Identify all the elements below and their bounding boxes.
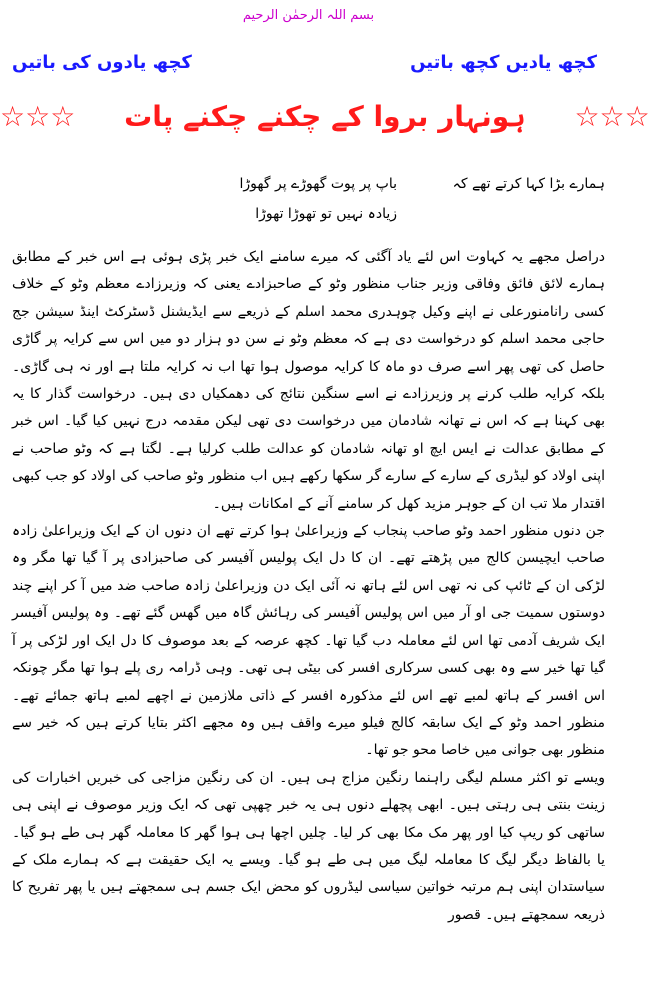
paragraph: جن دنوں منظور احمد وٹو صاحب پنجاب کے وزیراعلیٰ ہوا کرتے تھے ان دنوں ان کے ایک وزیراعلیٰ زادہ صاحب ایچیسن کالج میں پڑھتے تھے۔ ان کا دل ایک پولیس آفیسر کی صاحبزادی پر آ گیا تھا مگر وہ لڑکی ان کے ٹائپ کی نہ تھی اس لئے ہاتھ نہ آئی ایک دن وزیراعلیٰ زادہ صاحب ضد میں آ کر اپنے چند دوستوں سمیت جی او آر میں اس پولیس آفیسر کی رہائش گاہ میں گھس گئے تھے۔ وہ پولیس آفیسر ایک شریف آدمی تھا اس لئے معاملہ دب گیا تھا۔ کچھ عرصہ کے بعد موصوف کا دل ایک اور لڑکی پر آ گیا تھا خیر سے وہ بھی کسی سرکاری افسر کی بیٹی ہی تھی۔ وہی ڈرامہ ری پلے ہوا تھا مگر چونکہ اس افسر کے ہاتھ لمبے تھے اس لئے مذکورہ افسر کے ذاتی ملازمین نے اچھے لمبے ہاتھ جمائے تھے۔ منظور احمد وٹو کے ایک سابقہ کالج فیلو میرے واقف ہیں وہ مجھے اکثر بتایا کرتے ہیں کہ خیر سے منظور بھی جوانی میں خاصا محو جو تھا۔: [12, 523, 605, 759]
article-title-row: [0, 100, 650, 133]
stars-icon: ☆☆☆: [0, 100, 76, 133]
paragraph: ویسے تو اکثر مسلم لیگی راہنما رنگین مزاج ہی ہیں۔ ان کی رنگین مزاجی کی خبریں اخبارات کی زینت بنتی ہی رہتی ہیں۔ ابھی پچھلے دنوں ہی یہ خبر چھپی تھی کہ ایک وزیر موصوف نے اپنی ہی ساتھی کو ریپ کیا اور پھر مک مکا بھی کر لیا۔ چلیں اچھا ہی ہوا گھر کا معاملہ گھر ہی طے ہو گیا۔ یا بالفاظ دیگر لیگ کا معاملہ لیگ میں ہی طے ہو گیا۔ ویسے یہ ایک حقیقت ہے کہ ہمارے ملک کے سیاستدان اپنی ہم مرتبہ خواتین سیاسی لیڈروں کو محض ایک جسم ہی سمجھتے ہیں یا پھر تفریح کا ذریعہ سمجھتے ہیں۔ قصور: [12, 769, 605, 923]
saying-intro: ہمارے بڑا کہا کرتے تھے کہ: [452, 176, 605, 192]
article-body: [12, 244, 605, 929]
article-title: ہونہار بروا کے چکنے چکنے پات: [124, 100, 526, 133]
bismillah: بسم اللہ الرحمٰن الرحیم: [242, 8, 375, 23]
saying-line-2: زیادہ نہیں تو تھوڑا تھوڑا: [255, 206, 397, 222]
paragraph: دراصل مجھے یہ کہاوت اس لئے یاد آگئی کہ میرے سامنے ایک خبر پڑی ہوئی ہے اس خبر کے مطابق ہمارے لائق فائق وفاقی وزیر جناب منظور وٹو کے صاحبزادے یعنی کہ وزیرزادے معظم وٹو کے خلاف کسی رانامنورعلی نے اپنے وکیل چوہدری محمد اسلم کے ذریعے سے ایڈیشنل ڈسٹرکٹ اینڈ سیشن جج حاجی محمد اسلم کو درخواست دی ہے کہ معظم وٹو نے سن دو ہزار دو میں اس سے کرایہ پر گاڑی حاصل کی تھی پھر اسے صرف دو ماہ کا کرایہ موصول ہوا تھا اب نہ کرایہ ملتا ہے اور نہ ہی گاڑی۔ بلکہ کرایہ طلب کرنے پر وزیرزادے نے اسے سنگین نتائج کی دھمکیاں دی ہیں۔ درخواست گذار کا یہ بھی کہنا ہے کہ اس نے تھانہ شادمان میں درخواست دی تھی لیکن مقدمہ درج نہیں کیا گیا۔ اس خبر کے مطابق عدالت نے ایس ایچ او تھانہ شادمان کو عدالت طلب کرلیا ہے۔ لگتا ہے کہ وٹو صاحب نے اپنی اولاد کو لیڈری کے سارے کے سارے گر سکھا رکھے ہیں اب منظور وٹو صاحب کی اولاد کو جب کبھی اقتدار ملا تب ان کے جوہر مزید کھل کر سامنے آنے کے امکانات ہیں۔: [12, 249, 605, 512]
saying-line-1: باپ پر پوت گھوڑے پر گھوڑا: [239, 176, 397, 192]
stars-icon: ☆☆☆: [574, 100, 650, 133]
header-right-heading: کچھ یادیں کچھ باتیں: [410, 52, 597, 73]
header-left-heading: کچھ یادوں کی باتیں: [12, 52, 192, 73]
